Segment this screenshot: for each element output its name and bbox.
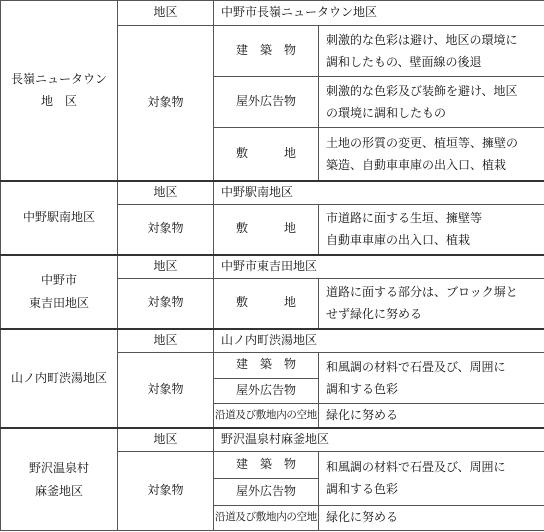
item-value [319,204,544,255]
item-value-line: 和風調の材料で石畳及び、周囲に [326,459,506,474]
item-value-line: せず緑化に努める [326,307,423,322]
item-value-line: 土地の形質の変更、植垣等、擁壁の [326,135,519,150]
area-name-cell [1,428,118,530]
area-name-line: 中野市 [40,272,77,287]
item-value [319,278,544,329]
group-row-district [1,428,544,451]
group-row-district [1,1,544,26]
target-label: 対象物 [118,451,214,530]
item-value-line: 和風調の材料で石畳及び、周囲に [326,359,506,374]
item-value-line: 調和する色彩 [326,482,399,497]
item-label: 屋外広告物 [214,479,319,505]
district-label: 地区 [118,255,214,278]
item-label: 建 築 物 [214,352,319,378]
item-value-line: 刺激的な色彩は避け、地区の環境に [326,32,518,47]
area-name-line: 地 区 [40,94,77,109]
district-value: 山ノ内町渋湯地区 [214,329,544,352]
group-row-district [1,181,544,204]
item-value-line: 道路に面する部分は、ブロック塀と [326,284,518,299]
item-value-line: 緑化に努める [326,407,399,422]
area-name-cell [1,1,118,181]
item-label: 屋外広告物 [214,76,319,127]
target-label: 対象物 [118,352,214,428]
item-value [319,451,544,505]
district-label: 地区 [118,428,214,451]
item-value-line: 自動車車庫の出入口、植栽 [326,233,471,248]
item-label: 敷 地 [214,278,319,329]
district-value: 中野市長嶺ニュータウン地区 [214,1,544,26]
district-label: 地区 [118,1,214,26]
area-name-line: 麻釜地区 [34,483,83,498]
area-name-cell [1,181,118,255]
item-label: 建 築 物 [214,26,319,77]
item-value [319,505,544,530]
item-label: 沿道及び敷地内の空地 [214,505,319,530]
item-value [319,127,544,181]
group-row-district [1,255,544,278]
area-name-cell [1,255,118,329]
target-label: 対象物 [118,26,214,181]
item-value-line: 緑化に努める [326,509,399,524]
item-label: 建 築 物 [214,451,319,478]
district-value: 中野市東吉田地区 [214,255,544,278]
item-value [319,352,544,404]
district-value: 野沢温泉村麻釜地区 [214,428,544,451]
group-row-district [1,329,544,352]
item-value-line: 調和したもの、壁面線の後退 [326,55,482,70]
area-name-line: 長嶺ニュータウン [10,71,107,86]
area-name-line: 山ノ内町渋湯地区 [10,370,107,385]
item-label: 敷 地 [214,127,319,181]
district-label: 地区 [118,329,214,352]
area-name-cell [1,329,118,428]
item-value-line: 調和する色彩 [326,381,399,396]
item-value-line: 刺激的な色彩及び装飾を避け、地区 [326,83,518,98]
item-value-line: の環境に調和したもの [326,105,447,120]
target-label: 対象物 [118,278,214,329]
area-name-line: 中野駅南地区 [22,210,95,225]
item-label: 沿道及び敷地内の空地 [214,404,319,428]
item-value [319,26,544,77]
area-name-line: 東吉田地区 [28,295,89,310]
item-label: 敷 地 [214,204,319,255]
item-value [319,76,544,127]
item-label: 屋外広告物 [214,378,319,403]
item-value [319,404,544,428]
item-value-line: 築造、自動車車庫の出入口、植栽 [326,157,507,172]
area-name-line: 野沢温泉村 [28,460,89,475]
district-label: 地区 [118,181,214,204]
item-value-line: 市道路に面する生垣、擁壁等 [326,211,483,226]
district-value: 中野駅南地区 [214,181,544,204]
target-label: 対象物 [118,204,214,255]
